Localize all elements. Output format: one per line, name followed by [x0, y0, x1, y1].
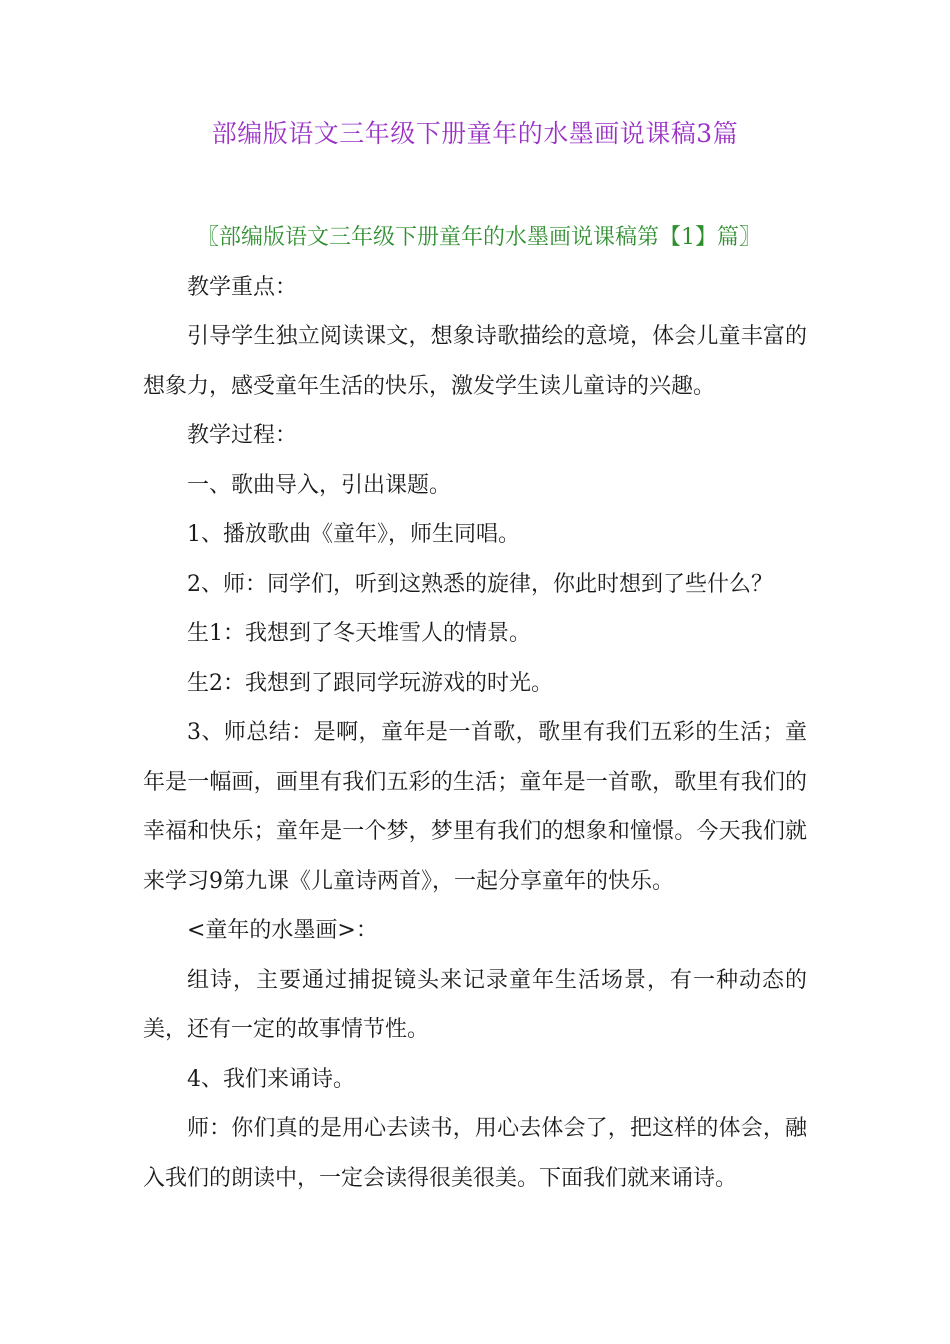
paragraph-student-1: 生1：我想到了冬天堆雪人的情景。: [187, 621, 531, 646]
paragraph-step-3: 3、师总结：是啊，童年是一首歌，歌里有我们五彩的生活；童年是一幅画，画里有我们五彩的生活；童年是一首歌，歌里有我们的幸福和快乐；童年是一个梦，梦里有我们的想象和憧憬。今天我们就来学习9第九课《儿童诗两首》，一起分享童年的快乐。: [143, 720, 807, 894]
paragraph-student-2: 生2：我想到了跟同学玩游戏的时光。: [187, 670, 553, 696]
document-body: [143, 213, 807, 1203]
paragraph-step-2: 2、师：同学们，听到这熟悉的旋律，你此时想到了些什么？: [187, 571, 773, 597]
document-title: 部编版语文三年级下册童年的水墨画说课稿3篇: [211, 119, 739, 148]
paragraph-step-one: 一、歌曲导入，引出课题。: [187, 472, 452, 498]
paragraph-step-1: 1、播放歌曲《童年》，师生同唱。: [187, 522, 520, 547]
paragraph-poem-title: <童年的水墨画>：: [187, 918, 378, 943]
paragraph-teaching-focus-label: 教学重点：: [187, 274, 298, 300]
section-heading: 〖部编版语文三年级下册童年的水墨画说课稿第【1】篇〗: [197, 225, 761, 250]
paragraph-teaching-process-label: 教学过程：: [187, 423, 298, 448]
paragraph-teacher-remark: 师：你们真的是用心去读书，用心去体会了，把这样的体会，融入我们的朗读中，一定会读得很美很美。下面我们就来诵诗。: [143, 1116, 807, 1191]
paragraph-poem-description: 组诗，主要通过捕捉镜头来记录童年生活场景，有一种动态的美，还有一定的故事情节性。: [143, 967, 807, 1042]
paragraph-teaching-focus: 引导学生独立阅读课文，想象诗歌描绘的意境，体会儿童丰富的想象力，感受童年生活的快乐，激发学生读儿童诗的兴趣。: [143, 324, 807, 399]
paragraph-step-4: 4、我们来诵诗。: [187, 1066, 355, 1092]
